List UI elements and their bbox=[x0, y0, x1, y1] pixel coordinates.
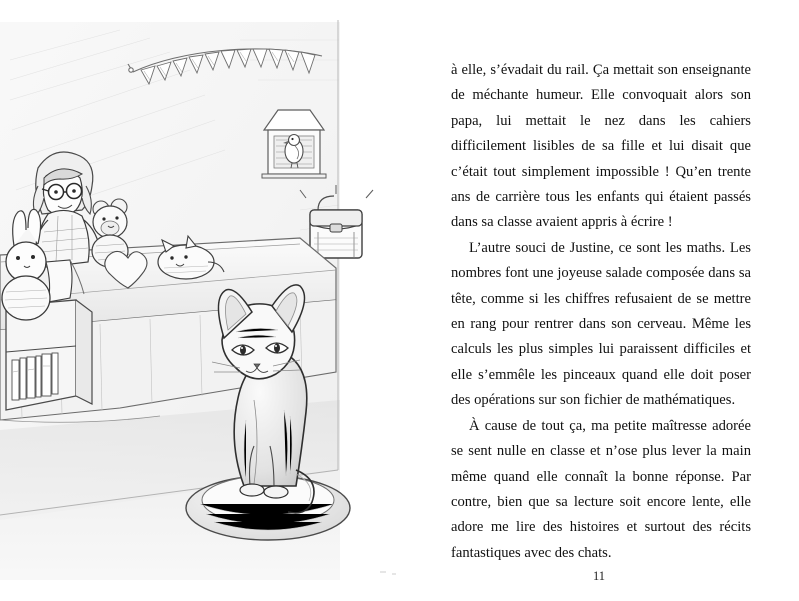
right-page bbox=[399, 0, 799, 601]
birdhouse-shelf bbox=[262, 110, 326, 178]
page-number: 11 bbox=[592, 569, 606, 583]
paragraph-3: À cause de tout ça, ma petite maîtresse adorée se sent nulle en classe et n’ose plus lever la main même quand elle connaît la bonne réponse. Par contre, bien que sa lecture soit encore lente, elle adore me lire des histoires et surtout des récits fantastiques avec des chats. bbox=[451, 417, 751, 561]
left-page bbox=[0, 0, 399, 601]
body-text bbox=[451, 58, 751, 566]
paragraph-1: à elle, s’évadait du rail. Ça mettait son enseignante de méchante humeur. Elle convoquait alors son papa, lui mettait le nez dans les cahiers difficilement lisibles de sa fille et lui disait que c’était tout simplement impossible ! Qu’en trente ans de carrière tous les enfants qui étaient passés dans sa classe avaient appris à écrire ! bbox=[451, 62, 751, 231]
bedroom-with-cat-illustration bbox=[0, 0, 399, 601]
paragraph-2: L’autre souci de Justine, ce sont les maths. Les nombres font une joyeuse salade composée dans sa tête, comme si les chiffres refusaient de se mettre en rang pour rentrer dans son cerveau. Même les calculs les plus simples lui paraissent difficiles et elle s’emmêle les pinceaux quand elle doit poser des opérations sur son fichier de mathématiques. bbox=[451, 239, 751, 409]
